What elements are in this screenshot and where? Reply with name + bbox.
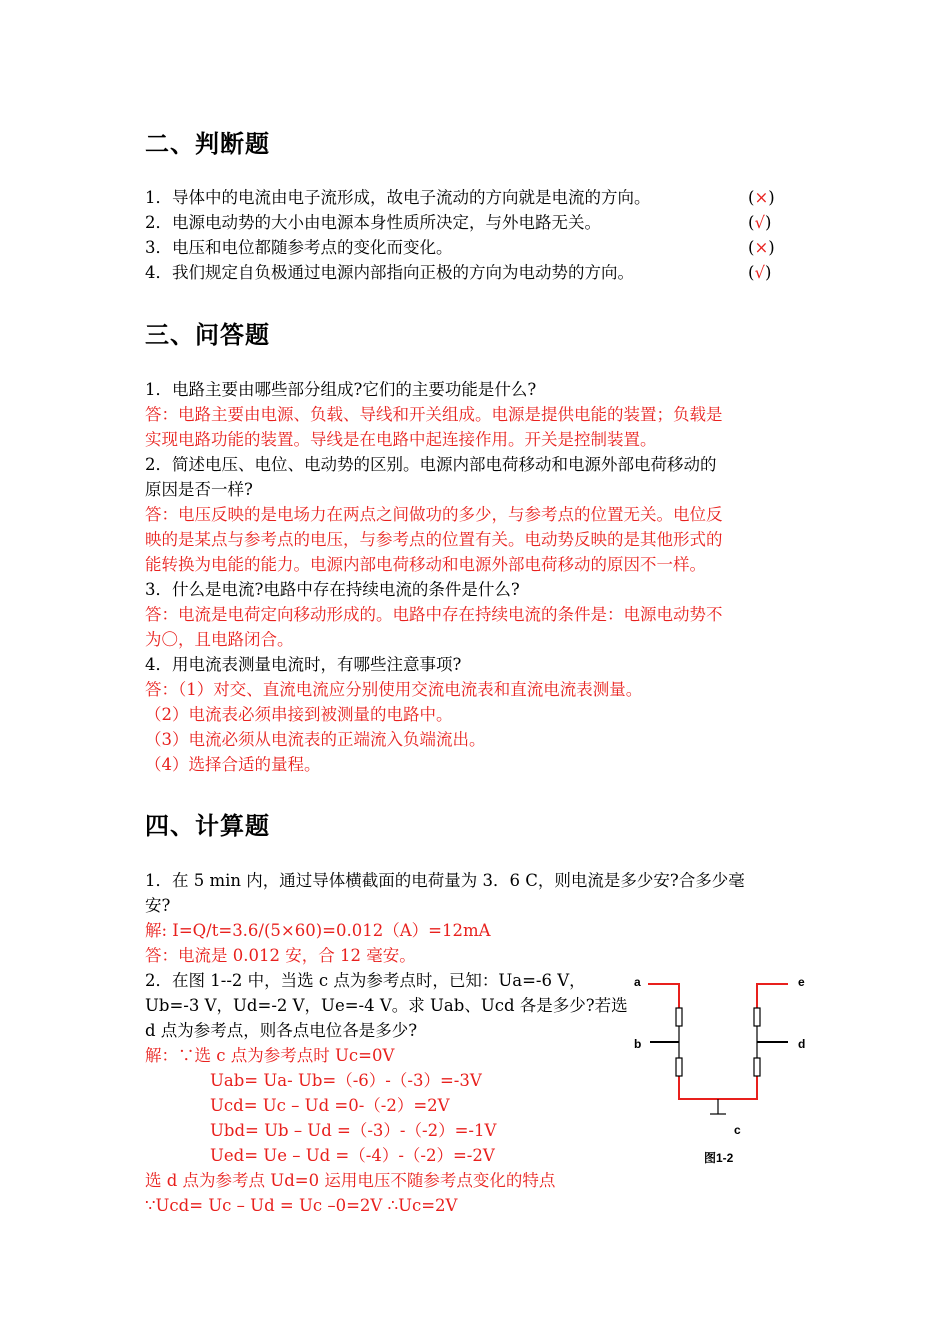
qa-answer-line: （2）电流表必须串接到被测量的电路中。: [145, 705, 453, 724]
judgement-item-4: 4．我们规定自负极通过电源内部指向正极的方向为电动势的方向。: [145, 263, 634, 282]
qa-answer-line: 答：电压反映的是电场力在两点之间做功的多少，与参考点的位置无关。电位反: [145, 505, 723, 524]
calc-q1-answer: 答：电流是 0.012 安，合 12 毫安。: [145, 946, 416, 965]
section-title-judgement: 二、判断题: [145, 130, 270, 158]
qa-line: 原因是否一样?: [145, 480, 253, 499]
calc-q2-tail: 选 d 点为参考点 Ud=0 运用电压不随参考点变化的特点: [145, 1171, 556, 1190]
qa-answer-line: 为〇，且电路闭合。: [145, 630, 294, 649]
calc-q2-equation: Ucd= Uc – Ud =0-（-2）=2V: [210, 1096, 450, 1115]
calc-q2-equation: Ued= Ue – Ud =（-4）-（-2）=-2V: [210, 1146, 495, 1165]
qa-answer-line: （3）电流必须从电流表的正端流入负端流出。: [145, 730, 486, 749]
judgement-mark-4: (√): [748, 263, 772, 282]
calc-q1-line: 安?: [145, 896, 171, 915]
calc-q2-solution-head: 解：∵选 c 点为参考点时 Uc=0V: [145, 1046, 395, 1065]
resistor: [676, 1058, 682, 1076]
node-label-d: d: [798, 1037, 806, 1051]
node-label-c: c: [734, 1123, 741, 1137]
node-label-b: b: [634, 1037, 642, 1051]
judgement-item-1: 1．导体中的电流由电子流形成，故电子流动的方向就是电流的方向。: [145, 188, 651, 207]
qa-answer-line: 答：电流是电荷定向移动形成的。电路中存在持续电流的条件是：电源电动势不: [145, 605, 723, 624]
circuit-figure: [626, 968, 816, 1173]
qa-answer-line: 实现电路功能的装置。导线是在电路中起连接作用。开关是控制装置。: [145, 430, 657, 449]
qa-line: 2．简述电压、电位、电动势的区别。电源内部电荷移动和电源外部电荷移动的: [145, 455, 717, 474]
calc-q1-line: 1．在 5 min 内，通过导体横截面的电荷量为 3．6 C，则电流是多少安?合多少毫: [145, 871, 745, 890]
check-mark: √: [754, 263, 765, 282]
judgement-mark-2: (√): [748, 213, 772, 232]
cross-mark: ×: [754, 188, 769, 207]
calc-q2-line: d 点为参考点，则各点电位各是多少?: [145, 1021, 418, 1040]
node-label-a: a: [634, 975, 641, 989]
judgement-mark-3: (×): [748, 238, 775, 257]
qa-answer-line: 答：（1）对交、直流电流应分别使用交流电流表和直流电流表测量。: [145, 680, 643, 699]
resistors: [676, 1008, 760, 1076]
qa-line: 1．电路主要由哪些部分组成?它们的主要功能是什么?: [145, 380, 537, 399]
figure-caption: 图1-2: [704, 1151, 734, 1165]
qa-line: 4．用电流表测量电流时，有哪些注意事项?: [145, 655, 462, 674]
wire-bottom: [679, 1076, 757, 1099]
cross-mark: ×: [754, 238, 769, 257]
qa-line: 3．什么是电流?电路中存在持续电流的条件是什么?: [145, 580, 520, 599]
calc-q2-equation: Ubd= Ub – Ud =（-3）-（-2）=-1V: [210, 1121, 497, 1140]
calc-q2-line: 2．在图 1--2 中，当选 c 点为参考点时，已知：Ua=-6 V，: [145, 971, 586, 990]
judgement-mark-1: (×): [748, 188, 775, 207]
judgement-item-3: 3．电压和电位都随参考点的变化而变化。: [145, 238, 453, 257]
section-title-calc: 四、计算题: [145, 812, 270, 840]
wire-e: [757, 984, 788, 1008]
check-mark: √: [754, 213, 765, 232]
wire-a: [648, 984, 679, 1008]
calc-q2-tail: ∵Ucd= Uc – Ud = Uc –0=2V ∴Uc=2V: [145, 1196, 458, 1215]
resistor: [676, 1008, 682, 1026]
section-title-qa: 三、问答题: [145, 321, 270, 349]
qa-answer-line: 能转换为电能的能力。电源内部电荷移动和电源外部电荷移动的原因不一样。: [145, 555, 706, 574]
resistor: [754, 1058, 760, 1076]
node-label-e: e: [798, 975, 805, 989]
qa-answer-line: 映的是某点与参考点的电压，与参考点的位置有关。电动势反映的是其他形式的: [145, 530, 723, 549]
calc-q2-line: Ub=-3 V，Ud=-2 V，Ue=-4 V。求 Uab、Ucd 各是多少?若选: [145, 996, 628, 1015]
qa-answer-line: 答：电路主要由电源、负载、导线和开关组成。电源是提供电能的装置；负载是: [145, 405, 723, 424]
qa-answer-line: （4）选择合适的量程。: [145, 755, 321, 774]
calc-q1-solution: 解: I=Q/t=3.6/(5×60)=0.012（A）=12mA: [145, 921, 491, 940]
resistor: [754, 1008, 760, 1026]
calc-q2-equation: Uab= Ua- Ub=（-6）-（-3）=-3V: [210, 1071, 482, 1090]
judgement-item-2: 2．电源电动势的大小由电源本身性质所决定，与外电路无关。: [145, 213, 601, 232]
